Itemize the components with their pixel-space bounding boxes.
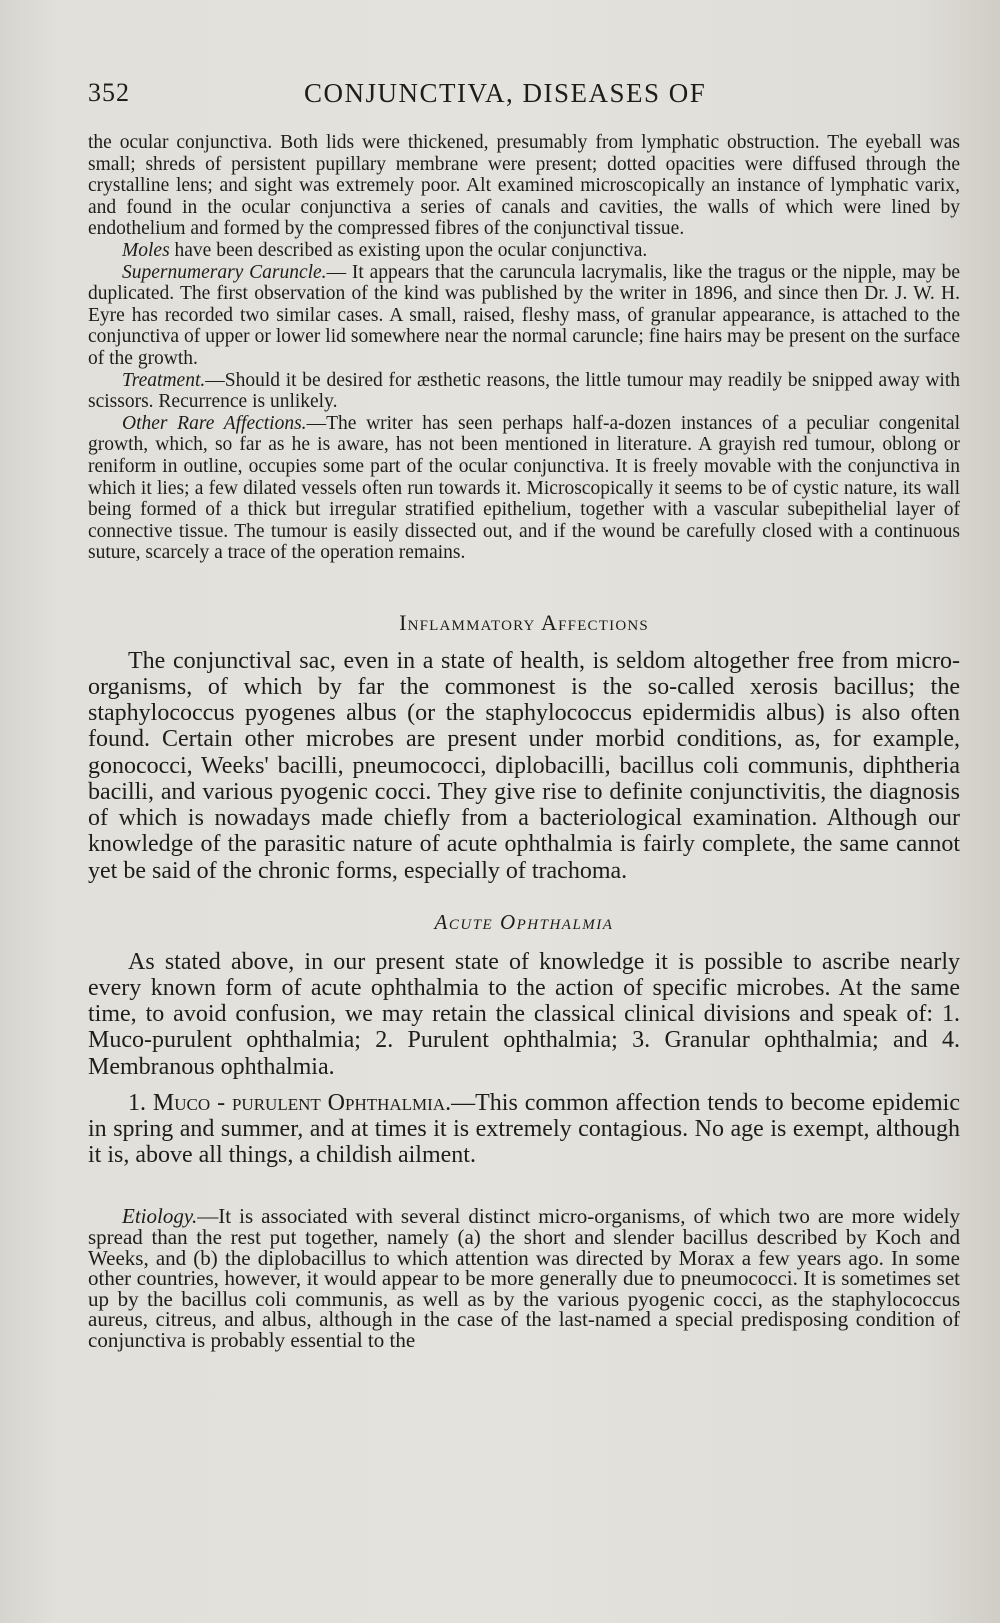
page-header — [88, 78, 960, 118]
treatment-text: —Should it be desired for æsthetic reasons, the little tumour may readily be snipped away with scissors. Recurrence is unlikely. — [88, 369, 960, 413]
paragraph-classification: As stated above, in our present state of knowledge it is possible to ascribe nearly every known form of acute ophthalmia to the action of specific microbes. At the same time, to avoid confusion, we may retain the classical clinical divisions and speak of: 1. Muco-purulent ophthalmia; 2. Purulent ophthalmia; 3. Granular ophthalmia; and 4. Membranous ophthalmia. — [88, 948, 960, 1080]
page-number: 352 — [88, 78, 130, 107]
term-other-affections: Other Rare Affections. — [122, 412, 307, 434]
other-affections-text: —The writer has seen perhaps half-a-dozen instances of a peculiar congenital growth, which, so far as he is aware, has not been mentioned in literature. A grayish red tumour, oblong or reniform in outline, occupies some part of the ocular conjunctiva. It is freely movable with the conjunctiva in which it lies; a few dilated vessels often run towards it. Microscopically it seems to be of cystic nature, its wall being formed of a thick but irregular stratified epithelium, together with a vascular subepithelial layer of connective tissue. The tumour is easily dissected out, and if the wound be carefully closed with a continuous suture, scarcely a trace of the operation remains. — [88, 412, 960, 564]
paragraph-caruncle — [88, 262, 960, 370]
paragraph-other-affections — [88, 413, 960, 564]
heading-inflammatory: Inflammatory Affections — [399, 609, 649, 635]
muco-purulent-text: —This common affection tends to become epidemic in spring and summer, and at times it is extremely contagious. No age is exempt, although it is, above all things, a childish ailment. — [88, 1089, 960, 1169]
section-acute — [88, 949, 960, 1169]
section-inflammatory — [88, 648, 960, 884]
paragraph-moles — [88, 240, 960, 262]
item-number: 1. — [128, 1089, 153, 1116]
paragraph-microorganisms: The conjunctival sac, even in a state of health, is seldom altogether free from micro-organisms, of which by far the commonest is the so-called xerosis bacillus; the staphylococcus pyogenes albus (or the staphylococcus epidermidis albus) is also often found. Certain other microbes are present under morbid conditions, as, for example, gonococci, Weeks' bacilli, pneumococci, diplobacilli, bacillus coli communis, diphtheria bacilli, and various pyogenic cocci. They give rise to definite conjunctivitis, the diagnosis of which is nowadays made chiefly from a bacteriological examination. Although our knowledge of the parasitic nature of acute ophthalmia is fairly complete, the same cannot yet be said of the chronic forms, especially of trachoma. — [88, 647, 960, 884]
paragraph-lymphatic: the ocular conjunctiva. Both lids were thickened, presumably from lymphatic obstruction. The eyeball was small; shreds of persistent pupillary membrane were present; dotted opacities were diffused through the crystalline lens; and sight was extremely poor. Alt examined microscopically an instance of lymphatic varix, and found in the ocular conjunctiva a series of canals and cavities, the walls of which were lined by endothelium and formed by the compressed fibres of the conjunctival tissue. — [88, 132, 960, 240]
paragraph-treatment — [88, 370, 960, 413]
etiology-text: —It is associated with several distinct micro-organisms, of which two are more widely spread than the rest put together, namely (a) the short and slender bacillus described by Koch and Weeks, and (b) the diplobacillus to which attention was directed by Morax a few years ago. In some other countries, however, it would appear to be more generally due to pneumococci. It is sometimes set up by the bacillus coli communis, as well as by the various pyogenic cocci, as the staphylococcus aureus, citreus, and albus, although in the case of the last-named a special predisposing condition of conjunctiva is probably essential to the — [88, 1204, 960, 1352]
section-etiology — [88, 1206, 960, 1350]
section-rare-growths — [88, 132, 960, 564]
term-treatment: Treatment. — [122, 369, 206, 391]
term-moles: Moles — [122, 239, 170, 261]
term-muco-purulent: Muco - purulent Ophthalmia. — [152, 1089, 452, 1116]
caruncle-text: — It appears that the caruncula lacrymalis, like the tragus or the nipple, may be duplicated. The first observation of the kind was published by the writer in 1896, and since then Dr. J. W. H. Eyre has recorded two similar cases. A small, raised, fleshy mass, of granular appearance, is attached to the conjunctiva of upper or lower lid somewhere near the normal caruncle; fine hairs may be present on the surface of the growth. — [88, 261, 960, 369]
paragraph-muco-purulent — [88, 1090, 960, 1169]
heading-acute-ophthalmia: Acute Ophthalmia — [434, 909, 614, 934]
term-caruncle: Supernumerary Caruncle. — [122, 261, 327, 283]
term-etiology: Etiology. — [122, 1204, 198, 1229]
moles-text: have been described as existing upon the ocular conjunctiva. — [169, 239, 648, 261]
paragraph-etiology — [88, 1206, 960, 1350]
running-head: CONJUNCTIVA, DISEASES OF — [304, 78, 707, 108]
